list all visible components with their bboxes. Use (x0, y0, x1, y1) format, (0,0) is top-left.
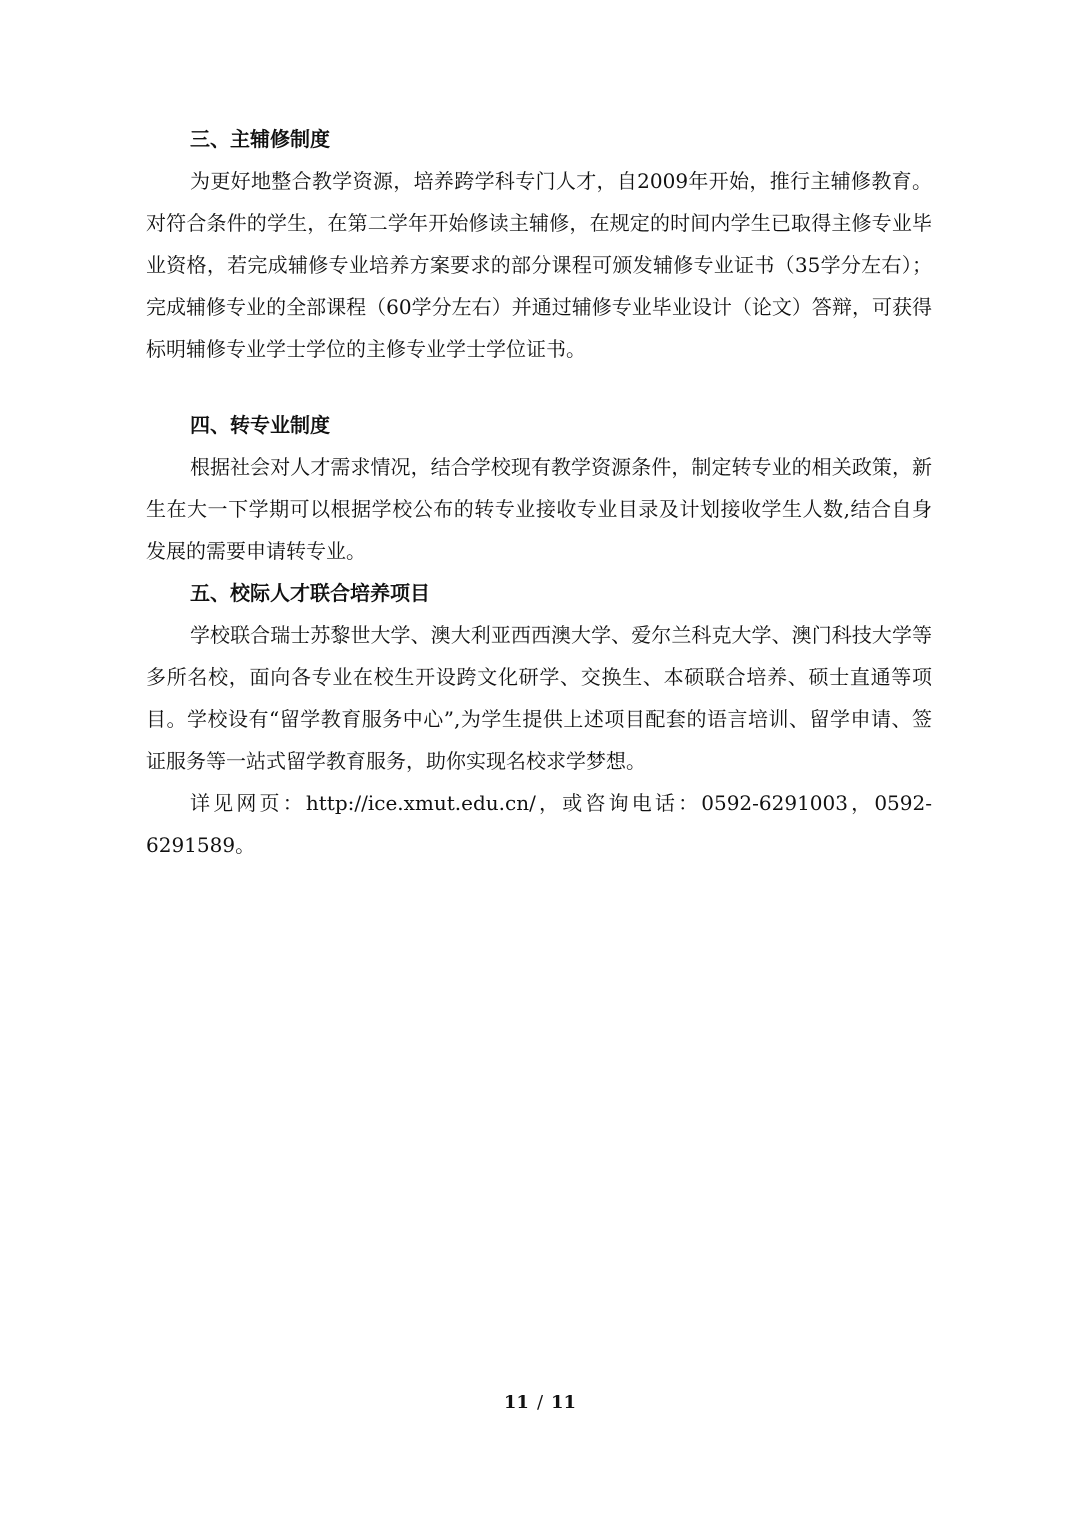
section-joint-programs (146, 572, 932, 866)
contact-paragraph: 详见网页：http://ice.xmut.edu.cn/，或咨询电话：0592-6291003，0592-6291589。 (146, 791, 932, 857)
page-separator: / (536, 1392, 544, 1413)
section-paragraph: 学校联合瑞士苏黎世大学、澳大利亚西西澳大学、爱尔兰科克大学、澳门科技大学等多所名校，面向各专业在校生开设跨文化研学、交换生、本硕联合培养、硕士直通等项目。学校设有“留学教育服务中心”,为学生提供上述项目配套的语言培训、留学申请、签证服务等一站式留学教育服务，助你实现名校求学梦想。 (146, 623, 932, 773)
spacer (146, 370, 932, 404)
section-heading: 三、主辅修制度 (190, 127, 330, 151)
current-page: 11 (503, 1392, 529, 1413)
section-heading: 五、校际人才联合培养项目 (190, 581, 430, 605)
document-body (146, 118, 932, 866)
section-transfer-major (146, 404, 932, 572)
page-number (0, 1392, 1080, 1413)
total-pages: 11 (551, 1392, 577, 1413)
section-major-minor (146, 118, 932, 370)
section-paragraph: 为更好地整合教学资源，培养跨学科专门人才，自2009年开始，推行主辅修教育。对符合条件的学生，在第二学年开始修读主辅修，在规定的时间内学生已取得主修专业毕业资格，若完成辅修专业培养方案要求的部分课程可颁发辅修专业证书（35学分左右）；完成辅修专业的全部课程（60学分左右）并通过辅修专业毕业设计（论文）答辩，可获得标明辅修专业学士学位的主修专业学士学位证书。 (146, 169, 932, 361)
section-heading: 四、转专业制度 (190, 413, 330, 437)
section-paragraph: 根据社会对人才需求情况，结合学校现有教学资源条件，制定转专业的相关政策，新生在大一下学期可以根据学校公布的转专业接收专业目录及计划接收学生人数,结合自身发展的需要申请转专业。 (146, 455, 932, 563)
